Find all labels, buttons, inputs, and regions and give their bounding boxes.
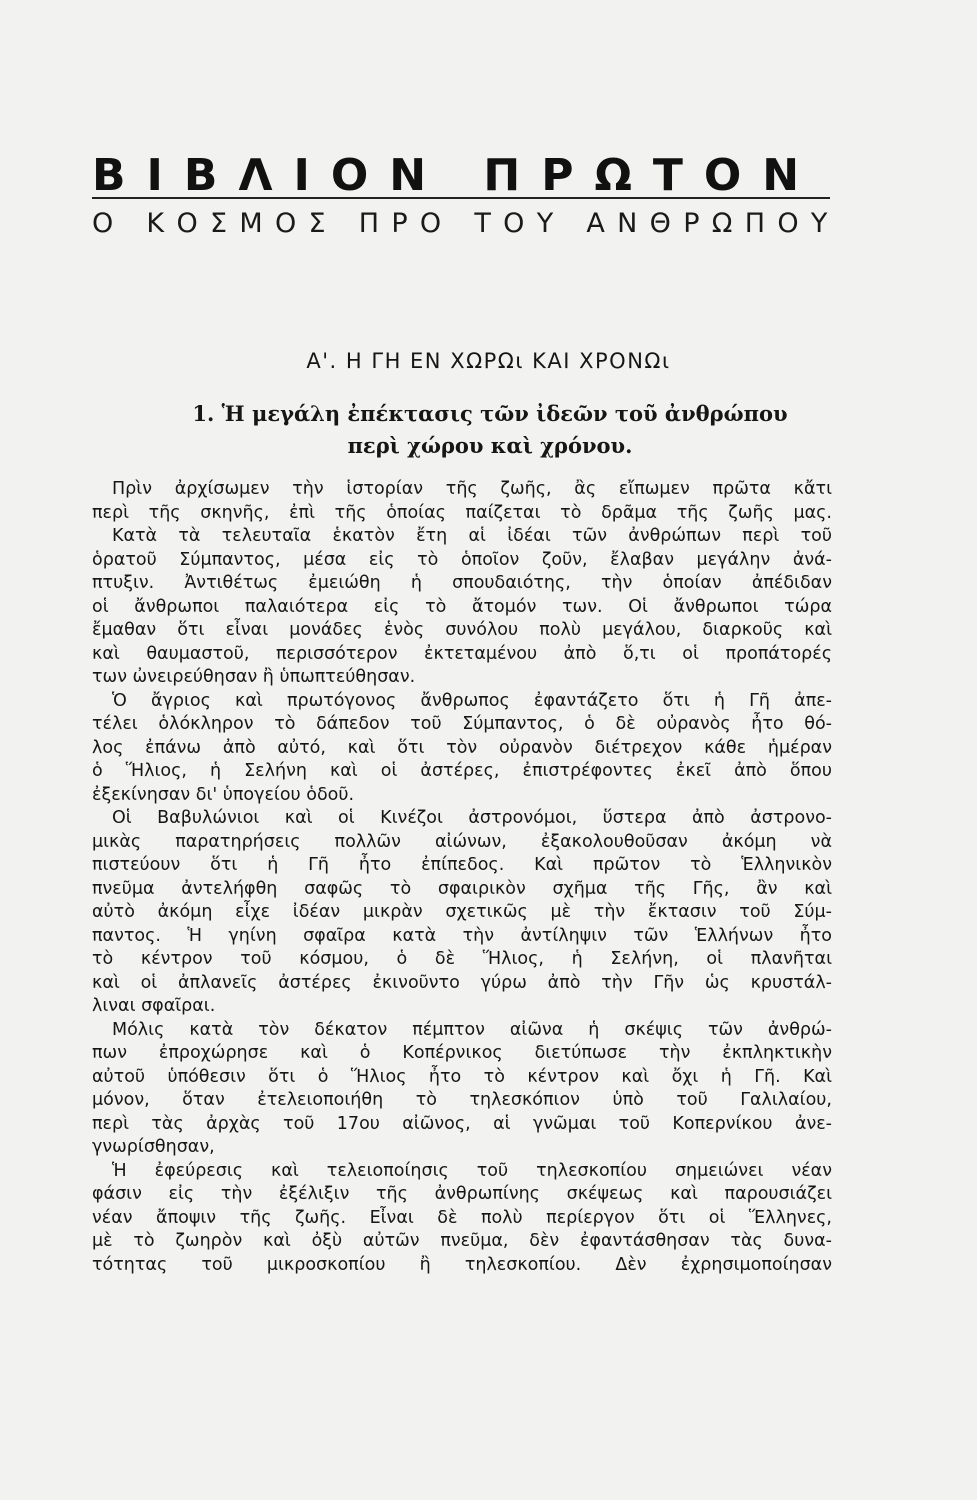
body-line: φάσιν εἰς τὴν ἐξέλιξιν τῆς ἀνθρωπίνης σκέψεως καὶ παρουσιάζει — [92, 1184, 832, 1204]
body-line: μόνον, ὅταν ἐτελειοποιήθη τὸ τηλεσκόπιον ὑπὸ τοῦ Γαλιλαίου, — [92, 1090, 832, 1110]
body-line: περὶ τὰς ἀρχὰς τοῦ 17ου αἰῶνος, αἱ γνῶμαι τοῦ Κοπερνίκου ἀνε- — [92, 1113, 832, 1134]
body-line: αὐτοῦ ὑπόθεσιν ὅτι ὁ Ἥλιος ἦτο τὸ κέντρον καὶ ὄχι ἡ Γῆ. Καὶ — [92, 1066, 832, 1087]
body-line: λιναι σφαῖραι. — [92, 996, 216, 1016]
body-line: λος ἐπάνω ἀπὸ αὐτό, καὶ ὅτι τὸν οὐρανὸν διέτρεχον κάθε ἡμέραν — [92, 737, 832, 758]
body-line: των ὠνειρεύθησαν ἢ ὑπωπτεύθησαν. — [92, 667, 416, 687]
body-line: Οἱ Βαβυλώνιοι καὶ οἱ Κινέζοι ἀστρονόμοι, ὕστερα ἀπὸ ἀστρονο- — [112, 808, 832, 828]
body-line: Ὁ ἄγριος καὶ πρωτόγονος ἄνθρωπος ἐφαντάζετο ὅτι ἡ Γῆ ἀπε- — [112, 690, 832, 711]
body-line: αὐτὸ ἀκόμη εἶχε ἰδέαν μικρὰν σχετικῶς μὲ τὴν ἔκτασιν τοῦ Σύμ- — [92, 902, 832, 922]
section-heading-line: περὶ χώρου καὶ χρόνου. — [347, 433, 633, 458]
section-heading-line: 1. Ἡ μεγάλη ἐπέκτασις τῶν ἰδεῶν τοῦ ἀνθρώπου — [192, 401, 788, 426]
body-line: γνωρίσθησαν, — [92, 1137, 215, 1157]
body-line: Κατὰ τὰ τελευταῖα ἑκατὸν ἔτη αἱ ἰδέαι τῶν ἀνθρώπων περὶ τοῦ — [112, 526, 832, 546]
body-line: ὁ Ἥλιος, ἡ Σελήνη καὶ οἱ ἀστέρες, ἐπιστρέφοντες ἐκεῖ ἀπὸ ὅπου — [92, 761, 832, 781]
body-line: μικὰς παρατηρήσεις πολλῶν αἰώνων, ἐξακολουθοῦσαν ἀκόμη νὰ — [92, 831, 832, 852]
body-line: νέαν ἄποψιν τῆς ζωῆς. Εἶναι δὲ πολὺ περίεργον ὅτι οἱ Ἕλληνες, — [92, 1207, 832, 1228]
body-line: τότητας τοῦ μικροσκοπίου ἢ τηλεσκοπίου. Δὲν ἐχρησιμοποίησαν — [92, 1254, 832, 1275]
body-line: παντος. Ἡ γηίνη σφαῖρα κατὰ τὴν ἀντίληψιν τῶν Ἑλλήνων ἦτο — [92, 925, 832, 946]
body-line: πιστεύουν ὅτι ἡ Γῆ ἦτο ἐπίπεδος. Καὶ πρῶτον τὸ Ἑλληνικὸν — [92, 855, 832, 875]
body-line: Μόλις κατὰ τὸν δέκατον πέμπτον αἰῶνα ἡ σκέψις τῶν ἀνθρώ- — [112, 1019, 832, 1040]
body-line: καὶ θαυμαστοῦ, περισσότερον ἐκτεταμένου ἀπὸ ὅ,τι οἱ προπάτορές — [92, 643, 832, 664]
body-line: πων ἐπροχώρησε καὶ ὁ Κοπέρνικος διετύπωσε τὴν ἐκπληκτικὴν — [92, 1043, 832, 1063]
section-heading — [160, 398, 820, 462]
body-line: καὶ οἱ ἀπλανεῖς ἀστέρες ἐκινοῦντο γύρω ἀπὸ τὴν Γῆν ὡς κρυστάλ- — [92, 972, 832, 993]
body-line: τέλει ὁλόκληρον τὸ δάπεδον τοῦ Σύμπαντος, ὁ δὲ οὐρανὸς ἦτο θό- — [92, 714, 832, 734]
chapter-heading: Α'. Η ΓΗ ΕΝ ΧΩΡΩι ΚΑΙ ΧΡΟΝΩι — [306, 349, 671, 373]
body-line: περὶ τῆς σκηνῆς, ἐπὶ τῆς ὁποίας παίζεται τὸ δρᾶμα τῆς ζωῆς μας. — [92, 502, 832, 523]
body-line: πνεῦμα ἀντελήφθη σαφῶς τὸ σφαιρικὸν σχῆμα τῆς Γῆς, ἂν καὶ — [92, 878, 832, 899]
body-text — [92, 478, 832, 1277]
body-line: ὁρατοῦ Σύμπαντος, μέσα εἰς τὸ ὁποῖον ζοῦν, ἔλαβαν μεγάλην ἀνά- — [92, 549, 832, 570]
title-rule — [92, 197, 830, 199]
body-line: ἔμαθαν ὅτι εἶναι μονάδες ἑνὸς συνόλου πολὺ μεγάλου, διαρκοῦς καὶ — [92, 620, 832, 640]
body-line: Πρὶν ἀρχίσωμεν τὴν ἱστορίαν τῆς ζωῆς, ἂς εἴπωμεν πρῶτα κἄτι — [112, 479, 832, 499]
body-line: οἱ ἄνθρωποι παλαιότερα εἰς τὸ ἄτομόν των. Οἱ ἄνθρωποι τώρα — [92, 596, 832, 617]
body-line: τὸ κέντρον τοῦ κόσμου, ὁ δὲ Ἥλιος, ἡ Σελήνη, οἱ πλανῆται — [92, 949, 832, 969]
body-line: μὲ τὸ ζωηρὸν καὶ ὀξὺ αὐτῶν πνεῦμα, δὲν ἐφαντάσθησαν τὰς δυνα- — [92, 1231, 832, 1251]
book-subtitle: Ο ΚΟΣΜΟΣ ΠΡΟ ΤΟΥ ΑΝΘΡΩΠΟΥ — [92, 208, 840, 239]
body-line: ἐξεκίνησαν δι' ὑπογείου ὁδοῦ. — [92, 784, 355, 805]
body-line: Ἡ ἐφεύρεσις καὶ τελειοποίησις τοῦ τηλεσκοπίου σημειώνει νέαν — [112, 1160, 832, 1181]
body-line: πτυξιν. Ἀντιθέτως ἐμειώθη ἡ σπουδαιότης, τὴν ὁποίαν ἀπέδιδαν — [92, 573, 832, 593]
book-title: ΒΙΒΛΙΟΝ ΠΡΩΤΟΝ — [92, 150, 821, 201]
